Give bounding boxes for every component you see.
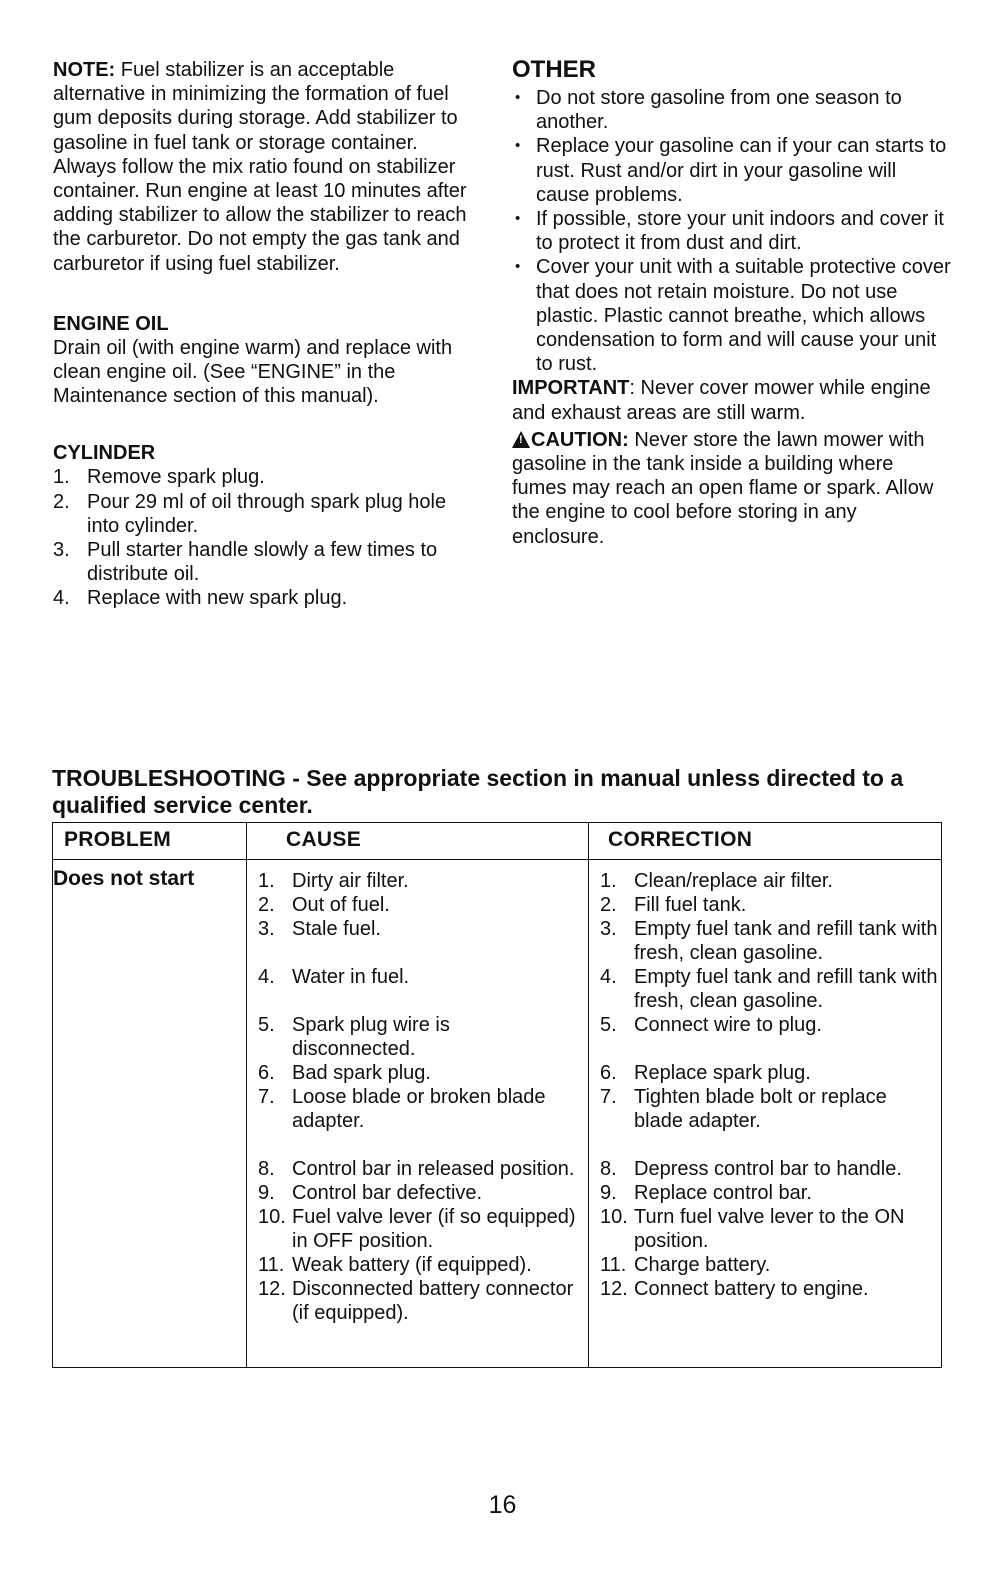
- table-row: [600, 1205, 938, 1253]
- correction-number: 12.: [600, 1278, 628, 1300]
- cause-number: 8.: [258, 1158, 275, 1180]
- cause-text: Disconnected battery connector (if equipped).: [292, 1278, 574, 1324]
- correction-text: Connect battery to engine.: [634, 1278, 869, 1300]
- step-number: 1.: [53, 466, 70, 489]
- list-item: [53, 586, 483, 610]
- table-row: [258, 1253, 578, 1277]
- list-item: [53, 538, 483, 586]
- correction-number: 4.: [600, 966, 617, 988]
- right-column: [512, 56, 952, 549]
- cylinder-steps: [53, 465, 483, 610]
- table-row: [600, 917, 938, 965]
- table-row: [258, 1085, 578, 1133]
- cause-text: Loose blade or broken blade adapter.: [292, 1086, 546, 1132]
- cause-text: Spark plug wire is disconnected.: [292, 1014, 450, 1060]
- caution-paragraph: [512, 428, 952, 549]
- table-row: [258, 1061, 578, 1085]
- table-row: [258, 869, 578, 893]
- table-row: [600, 1277, 938, 1301]
- cause-text: Weak battery (if equipped).: [292, 1254, 532, 1276]
- correction-text: Tighten blade bolt or replace blade adapter.: [634, 1086, 887, 1132]
- correction-number: 5.: [600, 1014, 617, 1036]
- spacer: [600, 1133, 938, 1157]
- troubleshooting-title: TROUBLESHOOTING - See appropriate section in manual unless directed to a qualified service center.: [52, 765, 904, 818]
- cause-text: Fuel valve lever (if so equipped) in OFF position.: [292, 1206, 576, 1252]
- column-divider: [588, 823, 589, 1367]
- step-text: Pull starter handle slowly a few times to distribute oil.: [87, 539, 438, 586]
- cause-number: 6.: [258, 1062, 275, 1084]
- correction-text: Replace spark plug.: [634, 1062, 811, 1084]
- cause-text: Stale fuel.: [292, 918, 381, 940]
- spacer: [258, 941, 578, 965]
- header-divider: [53, 859, 941, 860]
- cause-number: 5.: [258, 1014, 275, 1036]
- list-item: • Do not store gasoline from one season to another.: [512, 86, 952, 134]
- warning-triangle-icon: !: [512, 431, 530, 448]
- cause-text: Control bar defective.: [292, 1182, 483, 1204]
- header-problem: PROBLEM: [64, 828, 172, 851]
- step-number: 2.: [53, 490, 70, 513]
- table-row: [600, 1085, 938, 1133]
- problem-cell: Does not start: [53, 867, 195, 890]
- table-row: [600, 893, 938, 917]
- correction-number: 3.: [600, 918, 617, 940]
- correction-text: Replace control bar.: [634, 1182, 812, 1204]
- cause-number: 12.: [258, 1278, 286, 1300]
- important-label: IMPORTANT: [512, 377, 630, 400]
- other-heading: OTHER: [512, 56, 596, 83]
- correction-text: Fill fuel tank.: [634, 894, 747, 916]
- table-row: [600, 1157, 938, 1181]
- correction-text: Connect wire to plug.: [634, 1014, 822, 1036]
- correction-number: 10.: [600, 1206, 628, 1228]
- spacer: [258, 1133, 578, 1157]
- correction-number: 2.: [600, 894, 617, 916]
- step-number: 4.: [53, 587, 70, 610]
- correction-text: Turn fuel valve lever to the ON position.: [634, 1206, 905, 1252]
- correction-list: [600, 869, 938, 1301]
- table-row: [600, 1181, 938, 1205]
- list-item: • Cover your unit with a suitable protective cover that does not retain moisture. Do not use plastic. Plastic cannot breathe, which allows condensation to form and will cause your unit to rust.: [512, 255, 952, 376]
- table-row: [258, 1205, 578, 1253]
- table-row: [600, 869, 938, 893]
- step-text: Pour 29 ml of oil through spark plug hole into cylinder.: [87, 490, 447, 537]
- cause-text: Out of fuel.: [292, 894, 390, 916]
- important-paragraph: [512, 376, 952, 424]
- correction-number: 8.: [600, 1158, 617, 1180]
- note-paragraph: [53, 58, 483, 276]
- list-item: [53, 490, 483, 538]
- table-row: [258, 1013, 578, 1061]
- table-row: [258, 893, 578, 917]
- correction-number: 9.: [600, 1182, 617, 1204]
- cause-number: 1.: [258, 870, 275, 892]
- correction-number: 7.: [600, 1086, 617, 1108]
- correction-number: 1.: [600, 870, 617, 892]
- table-row: [258, 1157, 578, 1181]
- caution-label: CAUTION:: [531, 428, 629, 451]
- cause-number: 9.: [258, 1182, 275, 1204]
- other-bullets: [512, 86, 952, 376]
- left-column: [53, 58, 483, 611]
- header-correction: CORRECTION: [608, 828, 753, 851]
- table-row: [600, 1061, 938, 1085]
- list-item: • Replace your gasoline can if your can starts to rust. Rust and/or dirt in your gasoline will cause problems.: [512, 134, 952, 207]
- page-number: 16: [488, 1491, 517, 1519]
- table-row: [600, 1013, 938, 1037]
- correction-text: Depress control bar to handle.: [634, 1158, 902, 1180]
- caution-text: Never store the lawn mower with gasoline in the tank inside a building where fumes may reach an open flame or spark. Allow the engine to cool before storing in any enclosure.: [512, 428, 934, 548]
- important-text: : Never cover mower while engine and exhaust areas are still warm.: [512, 377, 931, 424]
- engine-oil-heading: ENGINE OIL: [53, 312, 169, 335]
- correction-text: Empty fuel tank and refill tank with fresh, clean gasoline.: [634, 966, 938, 1012]
- column-divider: [246, 823, 247, 1367]
- cause-number: 2.: [258, 894, 275, 916]
- table-row: [258, 1277, 578, 1325]
- step-text: Remove spark plug.: [87, 466, 265, 489]
- cause-text: Water in fuel.: [292, 966, 410, 988]
- correction-text: Charge battery.: [634, 1254, 771, 1276]
- spacer: [258, 989, 578, 1013]
- list-item: • If possible, store your unit indoors and cover it to protect it from dust and dirt.: [512, 207, 952, 255]
- step-number: 3.: [53, 539, 70, 562]
- troubleshooting-table: [52, 822, 942, 1368]
- step-text: Replace with new spark plug.: [87, 587, 348, 610]
- header-cause: CAUSE: [286, 828, 362, 851]
- cause-number: 7.: [258, 1086, 275, 1108]
- cause-number: 11.: [258, 1254, 285, 1276]
- correction-text: Clean/replace air filter.: [634, 870, 833, 892]
- table-row: [258, 917, 578, 941]
- cause-text: Bad spark plug.: [292, 1062, 431, 1084]
- spacer: [600, 1037, 938, 1061]
- table-row: [600, 1253, 938, 1277]
- correction-number: 11.: [600, 1254, 627, 1276]
- cause-text: Dirty air filter.: [292, 870, 409, 892]
- engine-oil-text: Drain oil (with engine warm) and replace with clean engine oil. (See “ENGINE” in the Maintenance section of this manual).: [53, 336, 453, 408]
- cause-list: [258, 869, 578, 1325]
- cylinder-heading: CYLINDER: [53, 442, 156, 465]
- cause-number: 3.: [258, 918, 275, 940]
- cause-number: 4.: [258, 966, 275, 988]
- table-row: [258, 1181, 578, 1205]
- list-item: [53, 465, 483, 489]
- note-label: NOTE:: [53, 59, 116, 81]
- correction-text: Empty fuel tank and refill tank with fresh, clean gasoline.: [634, 918, 938, 964]
- table-row: [600, 965, 938, 1013]
- cause-number: 10.: [258, 1206, 286, 1228]
- note-text: Fuel stabilizer is an acceptable alternative in minimizing the formation of fuel gum deposits during storage. Add stabilizer to gasoline in fuel tank or storage container. Always follow the mix ratio found on stabilizer container. Run engine at least 10 minutes after adding stabilizer to allow the stabilizer to reach the carburetor. Do not empty the gas tank and carburetor if using fuel stabilizer.: [53, 59, 467, 275]
- correction-number: 6.: [600, 1062, 617, 1084]
- cause-text: Control bar in released position.: [292, 1158, 575, 1180]
- table-row: [258, 965, 578, 989]
